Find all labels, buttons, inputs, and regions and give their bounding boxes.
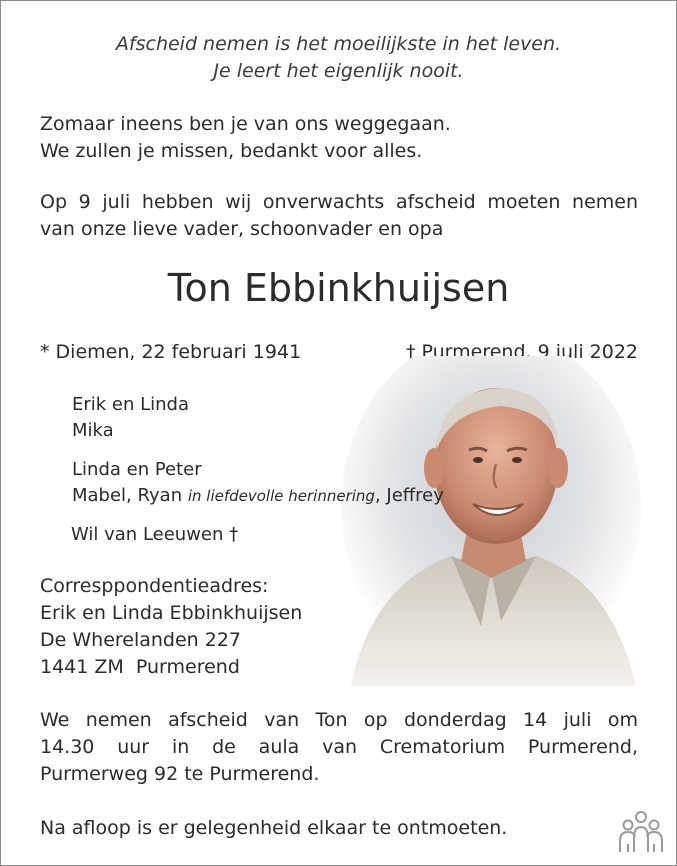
death-info: † Purmerend, 9 juli 2022 [405, 341, 638, 363]
intro-line-1: Zomaar ineens ben je van ons weggegaan. [40, 113, 451, 135]
in-memory-note: in liefdevolle herinnering [187, 487, 375, 505]
family-group-1 [72, 392, 189, 444]
birth-info: * Diemen, 22 februari 1941 [40, 341, 302, 363]
deceased-name: Ton Ebbinkhuijsen [167, 266, 510, 310]
after-gathering: Na afloop is er gelegenheid elkaar te ontmoeten. [40, 817, 508, 839]
family-group-1-couple: Erik en Linda [72, 394, 190, 415]
service-line-2: 14.30 uur in de aula van Crematorium Purmerend, [40, 736, 638, 758]
motto-line-1: Afscheid nemen is het moeilijkste in het leven. [115, 33, 562, 55]
family-group-1-children: Mika [72, 420, 114, 441]
address-city: 1441 ZM Purmerend [40, 656, 240, 678]
family-group-3: Wil van Leeuwen † [71, 524, 239, 545]
motto-line-2: Je leert het eigenlijk nooit. [213, 60, 464, 82]
announcement [40, 189, 638, 243]
announcement-line-2: van onze lieve vader, schoonvader en opa [40, 218, 444, 240]
motto [1, 31, 676, 85]
service-line-1: We nemen afscheid van Ton op donderdag 14 juli om [40, 709, 638, 731]
service-line-3: Purmerweg 92 te Purmerend. [40, 763, 320, 785]
grandchildren-names-b: , Jeffrey [374, 485, 444, 506]
intro-text [40, 111, 451, 165]
people-logo-icon [615, 810, 667, 854]
portrait-photo [341, 356, 641, 696]
address-street: De Wherelanden 227 [40, 629, 242, 651]
grandchildren-names-a: Mabel, Ryan [72, 485, 188, 506]
correspondence-address [40, 573, 302, 681]
intro-line-2: We zullen je missen, bedankt voor alles. [40, 140, 423, 162]
family-group-2-couple: Linda en Peter [72, 459, 202, 480]
announcement-line-1: Op 9 juli hebben wij onverwachts afscheid moeten nemen [40, 191, 638, 213]
family-group-2 [72, 457, 444, 509]
address-name: Erik en Linda Ebbinkhuijsen [40, 602, 303, 624]
service-details [40, 707, 638, 788]
family-group-2-children [72, 483, 444, 509]
address-label: Corresppondentieadres: [40, 575, 269, 597]
